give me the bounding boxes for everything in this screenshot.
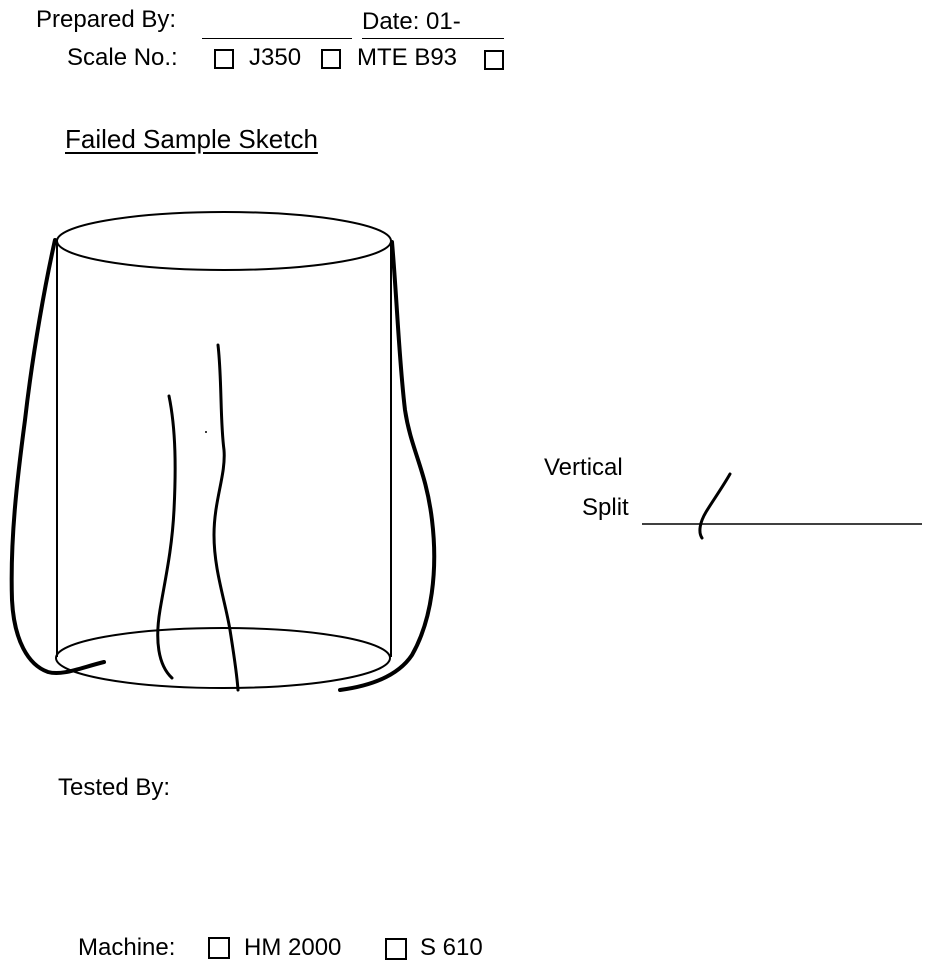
cylinder-bottom-ellipse [56, 628, 390, 688]
machine-hm2000-label: HM 2000 [244, 934, 342, 961]
date-label: Date: 01- [362, 8, 461, 35]
pencil-dot [205, 431, 207, 433]
annotation-split: Split [582, 494, 629, 521]
scale-label: Scale No.: [67, 44, 178, 71]
annotation-vertical: Vertical [544, 454, 623, 481]
crack-left [158, 396, 175, 678]
scale-j350-label: J350 [249, 44, 302, 71]
crack-right [214, 345, 238, 690]
machine-s610-checkbox[interactable] [385, 938, 407, 960]
sketch-heading: Failed Sample Sketch [65, 124, 318, 154]
scale-mte-b93-label: MTE B93 [357, 44, 458, 71]
prepared-by-label: Prepared By: [36, 6, 177, 33]
machine-s610-label: S 610 [420, 934, 483, 961]
annotation-tick [700, 474, 730, 538]
machine-label: Machine: [78, 934, 176, 961]
bulge-right-curve [340, 242, 434, 690]
machine-hm2000-checkbox[interactable] [208, 937, 230, 959]
cylinder-top-ellipse [57, 212, 391, 270]
tested-by-label: Tested By: [58, 774, 171, 801]
